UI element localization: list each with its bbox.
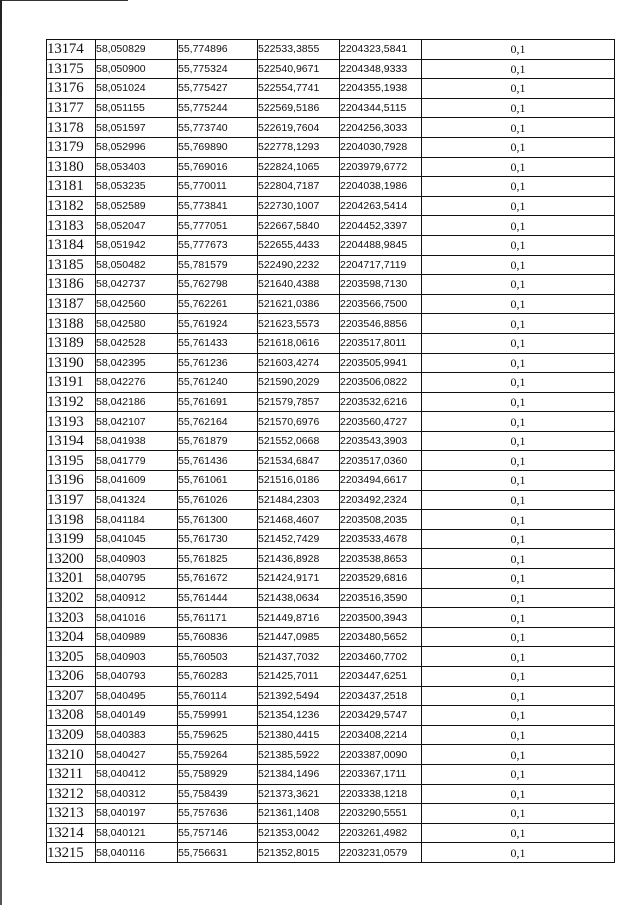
table-row: [47, 177, 615, 197]
latitude-cell: 58,041045: [96, 529, 178, 549]
longitude-cell: 55,761171: [178, 608, 258, 628]
latitude-cell: 58,052589: [96, 196, 178, 216]
point-number-cell: 13197: [47, 490, 96, 510]
y-coordinate-cell: 2204344,5115: [340, 98, 422, 118]
top-rule: [0, 0, 128, 1]
x-coordinate-cell: 521640,4388: [258, 275, 340, 295]
longitude-cell: 55,761924: [178, 314, 258, 334]
y-coordinate-cell: 2203508,2035: [340, 510, 422, 530]
x-coordinate-cell: 521468,4607: [258, 510, 340, 530]
y-coordinate-cell: 2203437,2518: [340, 686, 422, 706]
x-coordinate-cell: 521352,8015: [258, 843, 340, 863]
tolerance-cell: 0,1: [422, 647, 615, 667]
tolerance-cell: 0,1: [422, 98, 615, 118]
x-coordinate-cell: 521552,0668: [258, 431, 340, 451]
tolerance-cell: 0,1: [422, 451, 615, 471]
x-coordinate-cell: 521437,7032: [258, 647, 340, 667]
x-coordinate-cell: 521452,7429: [258, 529, 340, 549]
table-row: [47, 98, 615, 118]
longitude-cell: 55,761444: [178, 588, 258, 608]
tolerance-cell: 0,1: [422, 667, 615, 687]
point-number-cell: 13200: [47, 549, 96, 569]
table-row: [47, 745, 615, 765]
tolerance-cell: 0,1: [422, 157, 615, 177]
table-row: [47, 804, 615, 824]
x-coordinate-cell: 522667,5840: [258, 216, 340, 236]
y-coordinate-cell: 2203533,4678: [340, 529, 422, 549]
tolerance-cell: 0,1: [422, 314, 615, 334]
x-coordinate-cell: 521438,0634: [258, 588, 340, 608]
tolerance-cell: 0,1: [422, 137, 615, 157]
latitude-cell: 58,042186: [96, 392, 178, 412]
latitude-cell: 58,042737: [96, 275, 178, 295]
table-row: [47, 294, 615, 314]
tolerance-cell: 0,1: [422, 255, 615, 275]
x-coordinate-cell: 521384,1496: [258, 764, 340, 784]
longitude-cell: 55,761236: [178, 353, 258, 373]
point-number-cell: 13212: [47, 784, 96, 804]
longitude-cell: 55,762798: [178, 275, 258, 295]
tolerance-cell: 0,1: [422, 764, 615, 784]
point-number-cell: 13202: [47, 588, 96, 608]
tolerance-cell: 0,1: [422, 529, 615, 549]
y-coordinate-cell: 2204323,5841: [340, 40, 422, 60]
longitude-cell: 55,759625: [178, 725, 258, 745]
point-number-cell: 13194: [47, 431, 96, 451]
latitude-cell: 58,052996: [96, 137, 178, 157]
tolerance-cell: 0,1: [422, 471, 615, 491]
latitude-cell: 58,051942: [96, 235, 178, 255]
x-coordinate-cell: 521392,5494: [258, 686, 340, 706]
point-number-cell: 13187: [47, 294, 96, 314]
table-row: [47, 490, 615, 510]
point-number-cell: 13184: [47, 235, 96, 255]
longitude-cell: 55,761436: [178, 451, 258, 471]
longitude-cell: 55,775244: [178, 98, 258, 118]
point-number-cell: 13214: [47, 823, 96, 843]
x-coordinate-cell: 522554,7741: [258, 79, 340, 99]
table-row: [47, 823, 615, 843]
point-number-cell: 13196: [47, 471, 96, 491]
latitude-cell: 58,041779: [96, 451, 178, 471]
tolerance-cell: 0,1: [422, 373, 615, 393]
longitude-cell: 55,777673: [178, 235, 258, 255]
y-coordinate-cell: 2203566,7500: [340, 294, 422, 314]
table-row: [47, 275, 615, 295]
y-coordinate-cell: 2203447,6251: [340, 667, 422, 687]
longitude-cell: 55,762261: [178, 294, 258, 314]
point-number-cell: 13175: [47, 59, 96, 79]
point-number-cell: 13174: [47, 40, 96, 60]
y-coordinate-cell: 2203979,6772: [340, 157, 422, 177]
x-coordinate-cell: 521447,0985: [258, 627, 340, 647]
y-coordinate-cell: 2203492,2324: [340, 490, 422, 510]
y-coordinate-cell: 2203261,4982: [340, 823, 422, 843]
table-row: [47, 647, 615, 667]
latitude-cell: 58,040912: [96, 588, 178, 608]
latitude-cell: 58,040989: [96, 627, 178, 647]
point-number-cell: 13195: [47, 451, 96, 471]
latitude-cell: 58,040427: [96, 745, 178, 765]
y-coordinate-cell: 2203460,7702: [340, 647, 422, 667]
latitude-cell: 58,041016: [96, 608, 178, 628]
x-coordinate-cell: 522655,4433: [258, 235, 340, 255]
x-coordinate-cell: 521380,4415: [258, 725, 340, 745]
y-coordinate-cell: 2203517,8011: [340, 333, 422, 353]
point-number-cell: 13213: [47, 804, 96, 824]
table-row: [47, 196, 615, 216]
x-coordinate-cell: 522778,1293: [258, 137, 340, 157]
point-number-cell: 13211: [47, 764, 96, 784]
tolerance-cell: 0,1: [422, 235, 615, 255]
table-row: [47, 706, 615, 726]
longitude-cell: 55,760283: [178, 667, 258, 687]
longitude-cell: 55,761433: [178, 333, 258, 353]
longitude-cell: 55,761879: [178, 431, 258, 451]
point-number-cell: 13178: [47, 118, 96, 138]
longitude-cell: 55,761300: [178, 510, 258, 530]
latitude-cell: 58,050900: [96, 59, 178, 79]
tolerance-cell: 0,1: [422, 333, 615, 353]
y-coordinate-cell: 2203408,2214: [340, 725, 422, 745]
point-number-cell: 13176: [47, 79, 96, 99]
table-row: [47, 118, 615, 138]
latitude-cell: 58,051155: [96, 98, 178, 118]
point-number-cell: 13188: [47, 314, 96, 334]
longitude-cell: 55,781579: [178, 255, 258, 275]
y-coordinate-cell: 2203516,3590: [340, 588, 422, 608]
table-row: [47, 157, 615, 177]
latitude-cell: 58,041324: [96, 490, 178, 510]
y-coordinate-cell: 2204256,3033: [340, 118, 422, 138]
table-row: [47, 451, 615, 471]
point-number-cell: 13206: [47, 667, 96, 687]
longitude-cell: 55,774896: [178, 40, 258, 60]
table-row: [47, 255, 615, 275]
point-number-cell: 13199: [47, 529, 96, 549]
x-coordinate-cell: 521424,9171: [258, 569, 340, 589]
longitude-cell: 55,761240: [178, 373, 258, 393]
point-number-cell: 13192: [47, 392, 96, 412]
point-number-cell: 13209: [47, 725, 96, 745]
table-row: [47, 686, 615, 706]
table-row: [47, 667, 615, 687]
table-row: [47, 235, 615, 255]
tolerance-cell: 0,1: [422, 196, 615, 216]
point-number-cell: 13207: [47, 686, 96, 706]
table-row: [47, 314, 615, 334]
longitude-cell: 55,757146: [178, 823, 258, 843]
latitude-cell: 58,040383: [96, 725, 178, 745]
table-row: [47, 569, 615, 589]
y-coordinate-cell: 2203387,0090: [340, 745, 422, 765]
longitude-cell: 55,769890: [178, 137, 258, 157]
point-number-cell: 13182: [47, 196, 96, 216]
tolerance-cell: 0,1: [422, 490, 615, 510]
tolerance-cell: 0,1: [422, 784, 615, 804]
longitude-cell: 55,773740: [178, 118, 258, 138]
y-coordinate-cell: 2204452,3397: [340, 216, 422, 236]
latitude-cell: 58,040149: [96, 706, 178, 726]
y-coordinate-cell: 2204488,9845: [340, 235, 422, 255]
y-coordinate-cell: 2203546,8856: [340, 314, 422, 334]
latitude-cell: 58,050482: [96, 255, 178, 275]
table-row: [47, 764, 615, 784]
y-coordinate-cell: 2203494,6617: [340, 471, 422, 491]
point-number-cell: 13181: [47, 177, 96, 197]
tolerance-cell: 0,1: [422, 745, 615, 765]
point-number-cell: 13177: [47, 98, 96, 118]
x-coordinate-cell: 521623,5573: [258, 314, 340, 334]
latitude-cell: 58,041184: [96, 510, 178, 530]
table-row: [47, 549, 615, 569]
latitude-cell: 58,040116: [96, 843, 178, 863]
tolerance-cell: 0,1: [422, 40, 615, 60]
y-coordinate-cell: 2203367,1711: [340, 764, 422, 784]
y-coordinate-cell: 2204038,1986: [340, 177, 422, 197]
tolerance-cell: 0,1: [422, 118, 615, 138]
x-coordinate-cell: 522804,7187: [258, 177, 340, 197]
longitude-cell: 55,775324: [178, 59, 258, 79]
latitude-cell: 58,051597: [96, 118, 178, 138]
point-number-cell: 13204: [47, 627, 96, 647]
latitude-cell: 58,040121: [96, 823, 178, 843]
latitude-cell: 58,052047: [96, 216, 178, 236]
y-coordinate-cell: 2203538,8653: [340, 549, 422, 569]
latitude-cell: 58,042560: [96, 294, 178, 314]
x-coordinate-cell: 521579,7857: [258, 392, 340, 412]
tolerance-cell: 0,1: [422, 686, 615, 706]
x-coordinate-cell: 521621,0386: [258, 294, 340, 314]
point-number-cell: 13208: [47, 706, 96, 726]
tolerance-cell: 0,1: [422, 627, 615, 647]
point-number-cell: 13205: [47, 647, 96, 667]
longitude-cell: 55,761061: [178, 471, 258, 491]
point-number-cell: 13198: [47, 510, 96, 530]
point-number-cell: 13185: [47, 255, 96, 275]
y-coordinate-cell: 2203505,9941: [340, 353, 422, 373]
table-row: [47, 79, 615, 99]
x-coordinate-cell: 522569,5186: [258, 98, 340, 118]
latitude-cell: 58,040795: [96, 569, 178, 589]
tolerance-cell: 0,1: [422, 706, 615, 726]
latitude-cell: 58,040495: [96, 686, 178, 706]
longitude-cell: 55,761730: [178, 529, 258, 549]
point-number-cell: 13215: [47, 843, 96, 863]
table-row: [47, 40, 615, 60]
table-row: [47, 373, 615, 393]
longitude-cell: 55,761672: [178, 569, 258, 589]
tolerance-cell: 0,1: [422, 588, 615, 608]
table-row: [47, 627, 615, 647]
longitude-cell: 55,777051: [178, 216, 258, 236]
tolerance-cell: 0,1: [422, 353, 615, 373]
x-coordinate-cell: 522540,9671: [258, 59, 340, 79]
table-row: [47, 471, 615, 491]
latitude-cell: 58,042528: [96, 333, 178, 353]
longitude-cell: 55,770011: [178, 177, 258, 197]
y-coordinate-cell: 2204348,9333: [340, 59, 422, 79]
table-row: [47, 843, 615, 863]
tolerance-cell: 0,1: [422, 275, 615, 295]
latitude-cell: 58,042395: [96, 353, 178, 373]
longitude-cell: 55,756631: [178, 843, 258, 863]
point-number-cell: 13203: [47, 608, 96, 628]
longitude-cell: 55,759264: [178, 745, 258, 765]
tolerance-cell: 0,1: [422, 216, 615, 236]
x-coordinate-cell: 521385,5922: [258, 745, 340, 765]
table-row: [47, 784, 615, 804]
x-coordinate-cell: 521436,8928: [258, 549, 340, 569]
y-coordinate-cell: 2204355,1938: [340, 79, 422, 99]
latitude-cell: 58,042107: [96, 412, 178, 432]
latitude-cell: 58,053403: [96, 157, 178, 177]
x-coordinate-cell: 521361,1408: [258, 804, 340, 824]
point-number-cell: 13210: [47, 745, 96, 765]
y-coordinate-cell: 2204263,5414: [340, 196, 422, 216]
longitude-cell: 55,761825: [178, 549, 258, 569]
latitude-cell: 58,040312: [96, 784, 178, 804]
x-coordinate-cell: 522490,2232: [258, 255, 340, 275]
tolerance-cell: 0,1: [422, 725, 615, 745]
tolerance-cell: 0,1: [422, 294, 615, 314]
y-coordinate-cell: 2203429,5747: [340, 706, 422, 726]
latitude-cell: 58,041609: [96, 471, 178, 491]
x-coordinate-cell: 521570,6976: [258, 412, 340, 432]
longitude-cell: 55,773841: [178, 196, 258, 216]
table-row: [47, 137, 615, 157]
scan-edge: [0, 0, 2, 905]
x-coordinate-cell: 521449,8716: [258, 608, 340, 628]
tolerance-cell: 0,1: [422, 608, 615, 628]
longitude-cell: 55,758929: [178, 764, 258, 784]
latitude-cell: 58,050829: [96, 40, 178, 60]
x-coordinate-cell: 521425,7011: [258, 667, 340, 687]
latitude-cell: 58,042276: [96, 373, 178, 393]
x-coordinate-cell: 521353,0042: [258, 823, 340, 843]
latitude-cell: 58,040412: [96, 764, 178, 784]
x-coordinate-cell: 522730,1007: [258, 196, 340, 216]
table-row: [47, 510, 615, 530]
coordinates-table: [46, 39, 615, 863]
longitude-cell: 55,775427: [178, 79, 258, 99]
point-number-cell: 13193: [47, 412, 96, 432]
y-coordinate-cell: 2203500,3943: [340, 608, 422, 628]
point-number-cell: 13201: [47, 569, 96, 589]
longitude-cell: 55,761691: [178, 392, 258, 412]
x-coordinate-cell: 521534,6847: [258, 451, 340, 471]
table-row: [47, 353, 615, 373]
longitude-cell: 55,769016: [178, 157, 258, 177]
longitude-cell: 55,758439: [178, 784, 258, 804]
latitude-cell: 58,040903: [96, 647, 178, 667]
y-coordinate-cell: 2204030,7928: [340, 137, 422, 157]
y-coordinate-cell: 2203532,6216: [340, 392, 422, 412]
tolerance-cell: 0,1: [422, 510, 615, 530]
y-coordinate-cell: 2203517,0360: [340, 451, 422, 471]
y-coordinate-cell: 2203480,5652: [340, 627, 422, 647]
point-number-cell: 13189: [47, 333, 96, 353]
x-coordinate-cell: 521618,0616: [258, 333, 340, 353]
table-row: [47, 588, 615, 608]
latitude-cell: 58,040793: [96, 667, 178, 687]
point-number-cell: 13191: [47, 373, 96, 393]
x-coordinate-cell: 522533,3855: [258, 40, 340, 60]
tolerance-cell: 0,1: [422, 549, 615, 569]
y-coordinate-cell: 2203598,7130: [340, 275, 422, 295]
latitude-cell: 58,053235: [96, 177, 178, 197]
y-coordinate-cell: 2203543,3903: [340, 431, 422, 451]
y-coordinate-cell: 2203231,0579: [340, 843, 422, 863]
x-coordinate-cell: 521516,0186: [258, 471, 340, 491]
longitude-cell: 55,757636: [178, 804, 258, 824]
table-row: [47, 333, 615, 353]
x-coordinate-cell: 521590,2029: [258, 373, 340, 393]
y-coordinate-cell: 2203338,1218: [340, 784, 422, 804]
tolerance-cell: 0,1: [422, 823, 615, 843]
y-coordinate-cell: 2203529,6816: [340, 569, 422, 589]
tolerance-cell: 0,1: [422, 843, 615, 863]
longitude-cell: 55,759991: [178, 706, 258, 726]
longitude-cell: 55,760836: [178, 627, 258, 647]
longitude-cell: 55,761026: [178, 490, 258, 510]
table-row: [47, 608, 615, 628]
tolerance-cell: 0,1: [422, 804, 615, 824]
table-row: [47, 59, 615, 79]
tolerance-cell: 0,1: [422, 431, 615, 451]
table-row: [47, 216, 615, 236]
latitude-cell: 58,040197: [96, 804, 178, 824]
longitude-cell: 55,760114: [178, 686, 258, 706]
table-row: [47, 529, 615, 549]
point-number-cell: 13179: [47, 137, 96, 157]
x-coordinate-cell: 521484,2303: [258, 490, 340, 510]
point-number-cell: 13190: [47, 353, 96, 373]
x-coordinate-cell: 521354,1236: [258, 706, 340, 726]
tolerance-cell: 0,1: [422, 177, 615, 197]
tolerance-cell: 0,1: [422, 392, 615, 412]
tolerance-cell: 0,1: [422, 59, 615, 79]
table-row: [47, 431, 615, 451]
table-row: [47, 392, 615, 412]
x-coordinate-cell: 522824,1065: [258, 157, 340, 177]
y-coordinate-cell: 2203506,0822: [340, 373, 422, 393]
x-coordinate-cell: 521603,4274: [258, 353, 340, 373]
latitude-cell: 58,040903: [96, 549, 178, 569]
latitude-cell: 58,042580: [96, 314, 178, 334]
y-coordinate-cell: 2203560,4727: [340, 412, 422, 432]
x-coordinate-cell: 522619,7604: [258, 118, 340, 138]
longitude-cell: 55,760503: [178, 647, 258, 667]
y-coordinate-cell: 2203290,5551: [340, 804, 422, 824]
table-row: [47, 412, 615, 432]
point-number-cell: 13180: [47, 157, 96, 177]
tolerance-cell: 0,1: [422, 412, 615, 432]
point-number-cell: 13186: [47, 275, 96, 295]
longitude-cell: 55,762164: [178, 412, 258, 432]
latitude-cell: 58,051024: [96, 79, 178, 99]
latitude-cell: 58,041938: [96, 431, 178, 451]
tolerance-cell: 0,1: [422, 79, 615, 99]
table-row: [47, 725, 615, 745]
coordinates-table-body: [47, 40, 615, 863]
x-coordinate-cell: 521373,3621: [258, 784, 340, 804]
point-number-cell: 13183: [47, 216, 96, 236]
tolerance-cell: 0,1: [422, 569, 615, 589]
y-coordinate-cell: 2204717,7119: [340, 255, 422, 275]
